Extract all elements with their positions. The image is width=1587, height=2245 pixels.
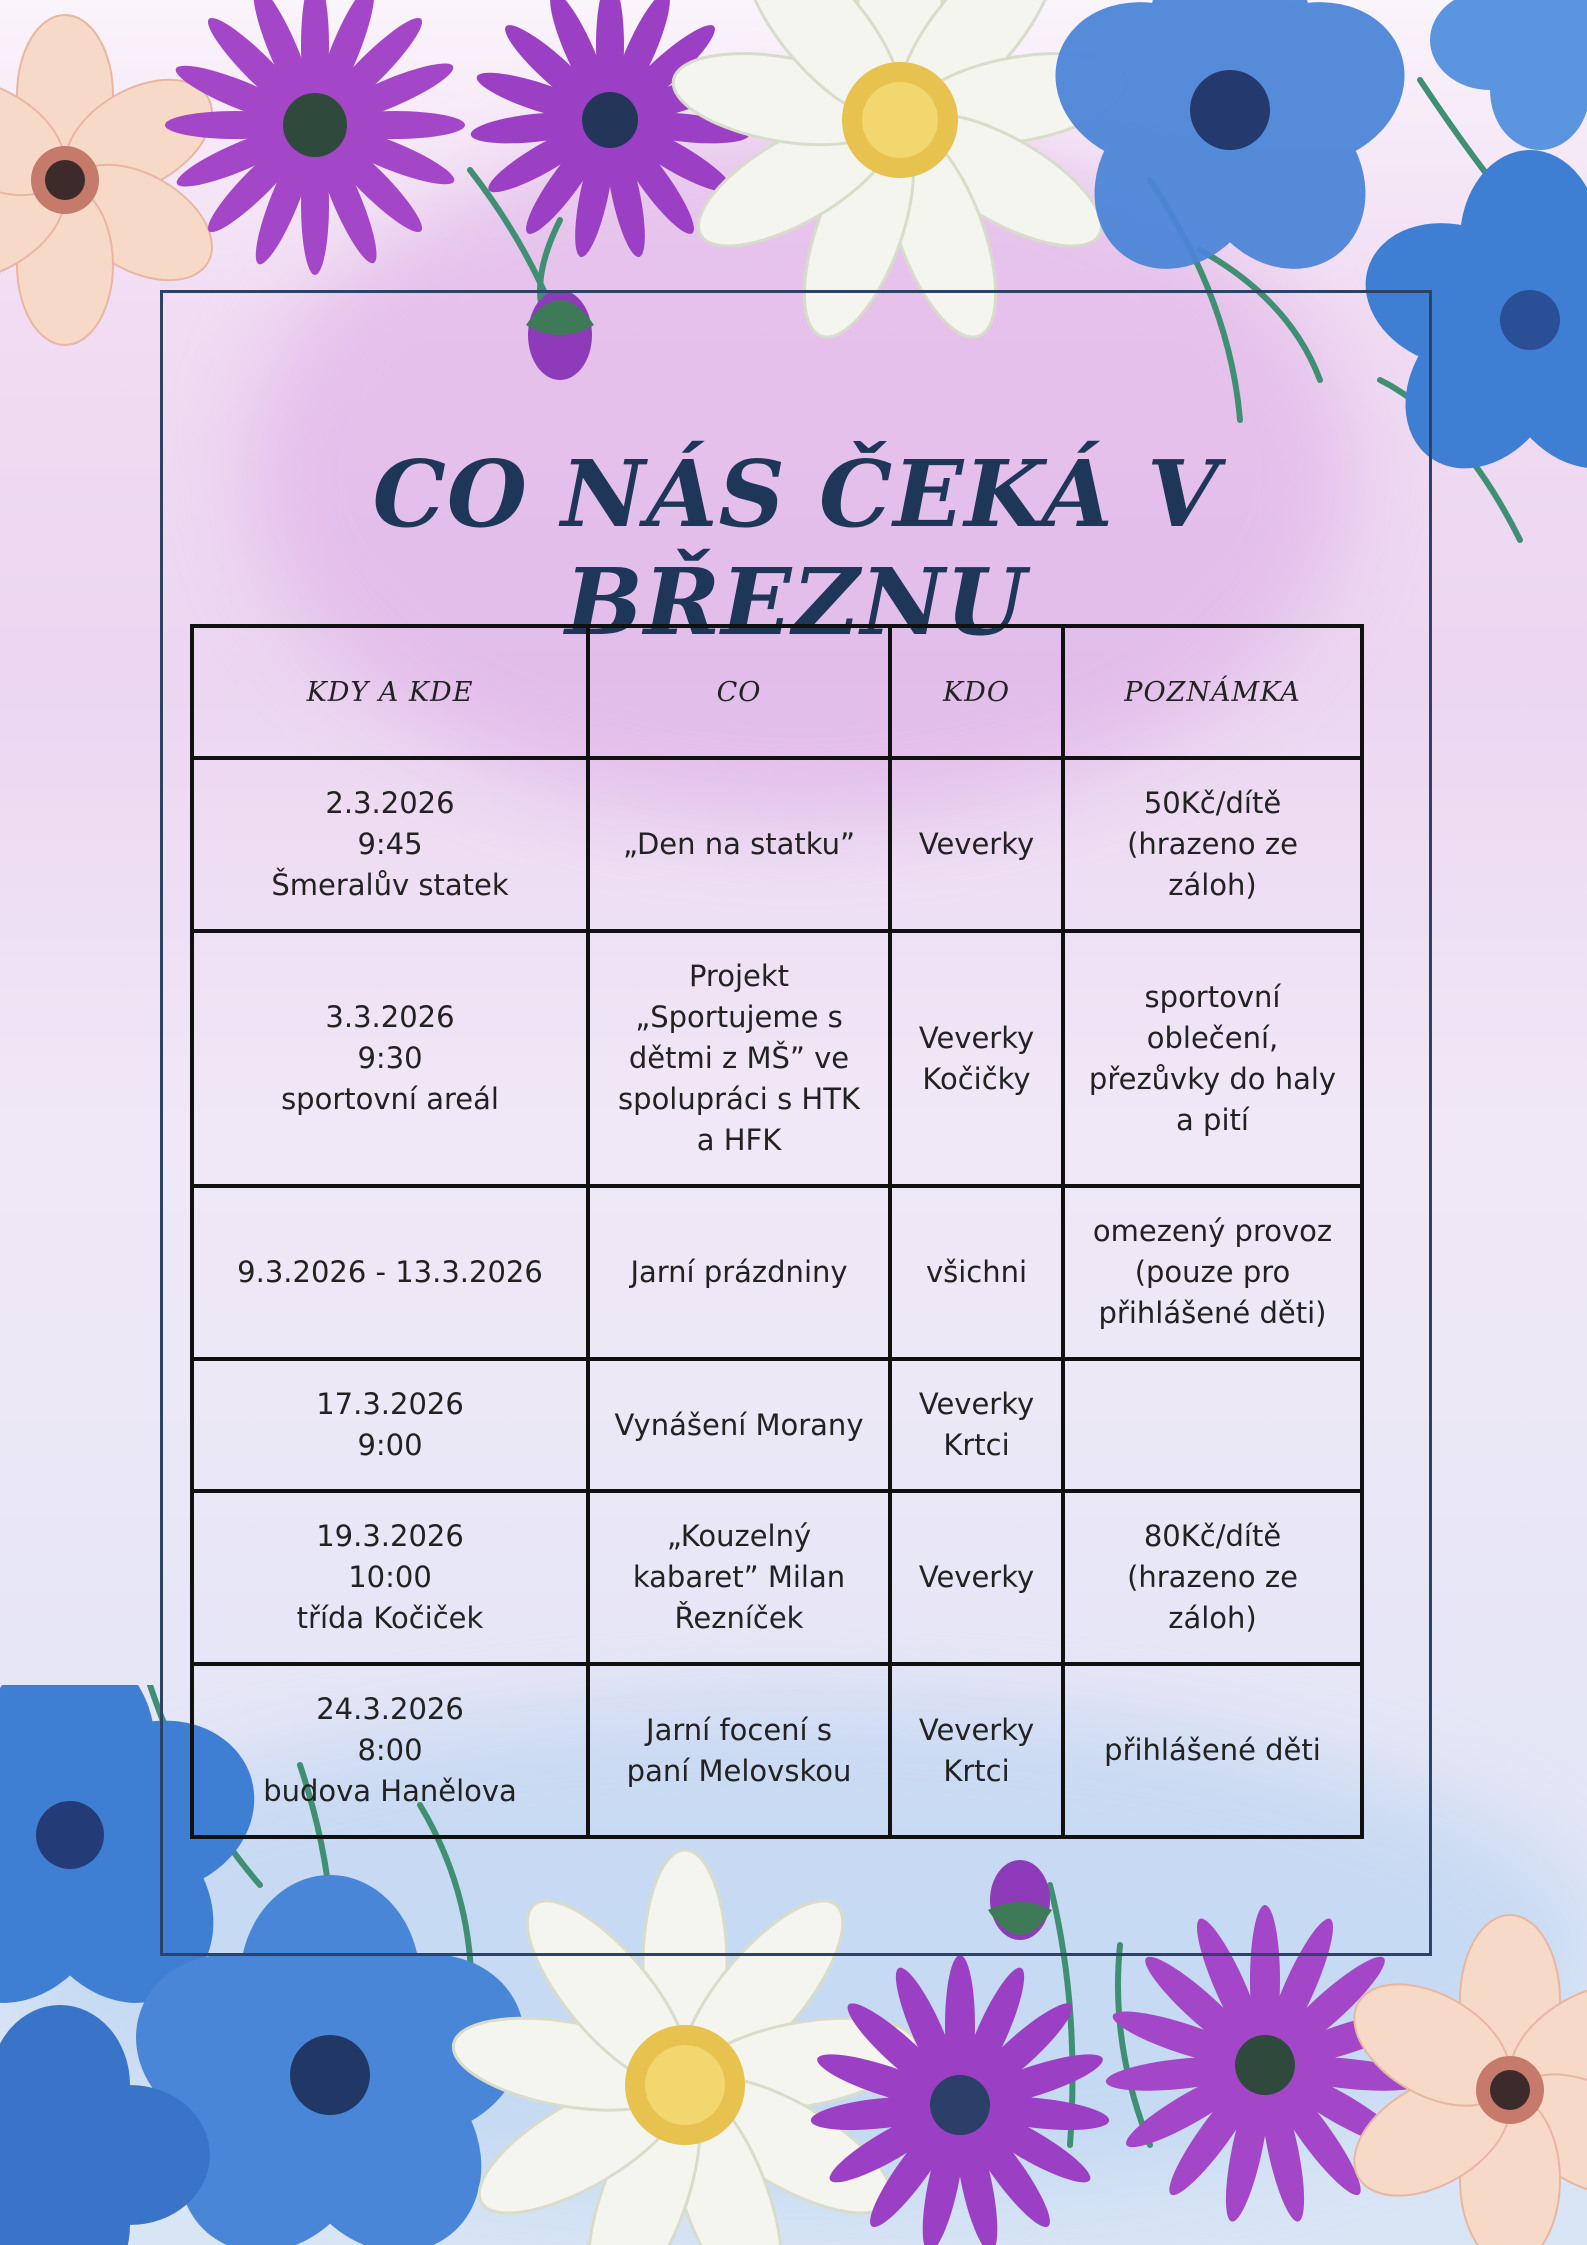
cell-poznamka (1063, 1664, 1362, 1837)
blue-flower-icon (1034, 0, 1426, 303)
column-header-kdo: KDO (890, 626, 1063, 758)
cell-kdy-a-kde (192, 1186, 588, 1359)
cell-line: „Kouzelný (666, 1519, 812, 1553)
column-header-poznamka: POZNÁMKA (1063, 626, 1362, 758)
cell-co (588, 1491, 890, 1664)
cell-line: a HFK (696, 1123, 782, 1157)
cell-line: Kočičky (922, 1061, 1031, 1096)
cell-line: Jarní focení s (646, 1712, 832, 1747)
cell-line: spolupráci s HTK (618, 1082, 860, 1116)
cell-line: 9:45 (357, 827, 423, 861)
cell-poznamka (1063, 758, 1362, 931)
cell-line: paní Melovskou (626, 1753, 852, 1788)
cell-co (588, 1664, 890, 1837)
cell-poznamka (1063, 931, 1362, 1186)
cell-line: kabaret” Milan (632, 1560, 846, 1594)
table-header-row (192, 626, 1362, 758)
cell-line: (pouze pro (1134, 1255, 1291, 1289)
table-row (192, 1491, 1362, 1664)
cell-co (588, 1186, 890, 1359)
page-title: CO NÁS ČEKÁ V BŘEZNU (372, 440, 1220, 656)
cell-poznamka (1063, 1359, 1362, 1491)
cell-line: přihlášené děti (1104, 1733, 1321, 1767)
cell-line: „Sportujeme s (635, 1000, 843, 1034)
cell-kdy-a-kde (192, 1664, 588, 1837)
cell-kdo (890, 1186, 1063, 1359)
cell-line: Krtci (943, 1753, 1010, 1788)
cell-line: budova Hanělova (263, 1774, 517, 1808)
cell-line: třída Kočiček (296, 1601, 484, 1635)
cell-line: 17.3.2026 (316, 1387, 464, 1421)
cell-line: přihlášené děti) (1098, 1296, 1327, 1330)
cell-kdo (890, 931, 1063, 1186)
cell-kdo (890, 1664, 1063, 1837)
cell-co (588, 1359, 890, 1491)
cell-line: Veverky (918, 827, 1035, 861)
cell-poznamka (1063, 1491, 1362, 1664)
cell-kdo (890, 1491, 1063, 1664)
cell-line: 2.3.2026 (325, 786, 455, 820)
table-row (192, 1664, 1362, 1837)
cell-line: 19.3.2026 (316, 1519, 464, 1553)
cell-kdy-a-kde (192, 931, 588, 1186)
cell-line: všichni (925, 1255, 1028, 1289)
cell-co (588, 931, 890, 1186)
table-row (192, 931, 1362, 1186)
cell-line: Šmeralův statek (271, 868, 509, 902)
cell-line: Projekt (688, 959, 790, 993)
cell-line: sportovní areál (281, 1082, 499, 1116)
cell-line: 9:30 (357, 1041, 423, 1075)
cell-kdy-a-kde (192, 1491, 588, 1664)
cell-line: (hrazeno ze (1127, 827, 1298, 861)
cell-line: Krtci (943, 1428, 1010, 1462)
cell-line: a pití (1176, 1102, 1249, 1137)
cell-line: přezůvky do haly (1088, 1061, 1337, 1096)
cell-line: 8:00 (357, 1733, 423, 1767)
cell-co (588, 758, 890, 931)
cell-line: Vynášení Morany (614, 1407, 864, 1442)
cell-line: „Den na statku” (622, 827, 856, 861)
cell-line: Veverky (918, 1387, 1035, 1421)
cell-line: Řezníček (674, 1601, 804, 1635)
cell-line: sportovní (1144, 979, 1281, 1014)
column-header-kdy-a-kde: KDY A KDE (192, 626, 588, 758)
column-header-co: CO (588, 626, 890, 758)
cell-kdo (890, 758, 1063, 931)
cell-line: oblečení, (1146, 1020, 1279, 1055)
cell-line: 24.3.2026 (316, 1692, 464, 1726)
cell-line: záloh) (1168, 868, 1257, 902)
cell-line: 80Kč/dítě (1143, 1519, 1282, 1553)
cell-line: 10:00 (348, 1560, 432, 1594)
schedule-table-wrap (190, 624, 1364, 1839)
cell-line: záloh) (1168, 1601, 1257, 1635)
cell-kdo (890, 1359, 1063, 1491)
table-row (192, 758, 1362, 931)
cell-kdy-a-kde (192, 1359, 588, 1491)
cell-poznamka (1063, 1186, 1362, 1359)
cell-line: Veverky (918, 1020, 1035, 1055)
cell-line: Jarní prázdniny (630, 1255, 848, 1289)
cell-line: 9.3.2026 - 13.3.2026 (237, 1255, 543, 1289)
cell-line: 9:00 (357, 1428, 423, 1462)
cell-line: dětmi z MŠ” ve (628, 1041, 850, 1075)
table-row (192, 1186, 1362, 1359)
cell-line: (hrazeno ze (1127, 1560, 1298, 1594)
table-row (192, 1359, 1362, 1491)
cell-line: 3.3.2026 (325, 1000, 455, 1034)
cell-line: Veverky (918, 1560, 1035, 1594)
cell-line: Veverky (918, 1712, 1035, 1747)
cell-line: 50Kč/dítě (1143, 786, 1282, 820)
cell-kdy-a-kde (192, 758, 588, 931)
cell-line: omezený provoz (1092, 1214, 1333, 1248)
schedule-table (190, 624, 1364, 1839)
